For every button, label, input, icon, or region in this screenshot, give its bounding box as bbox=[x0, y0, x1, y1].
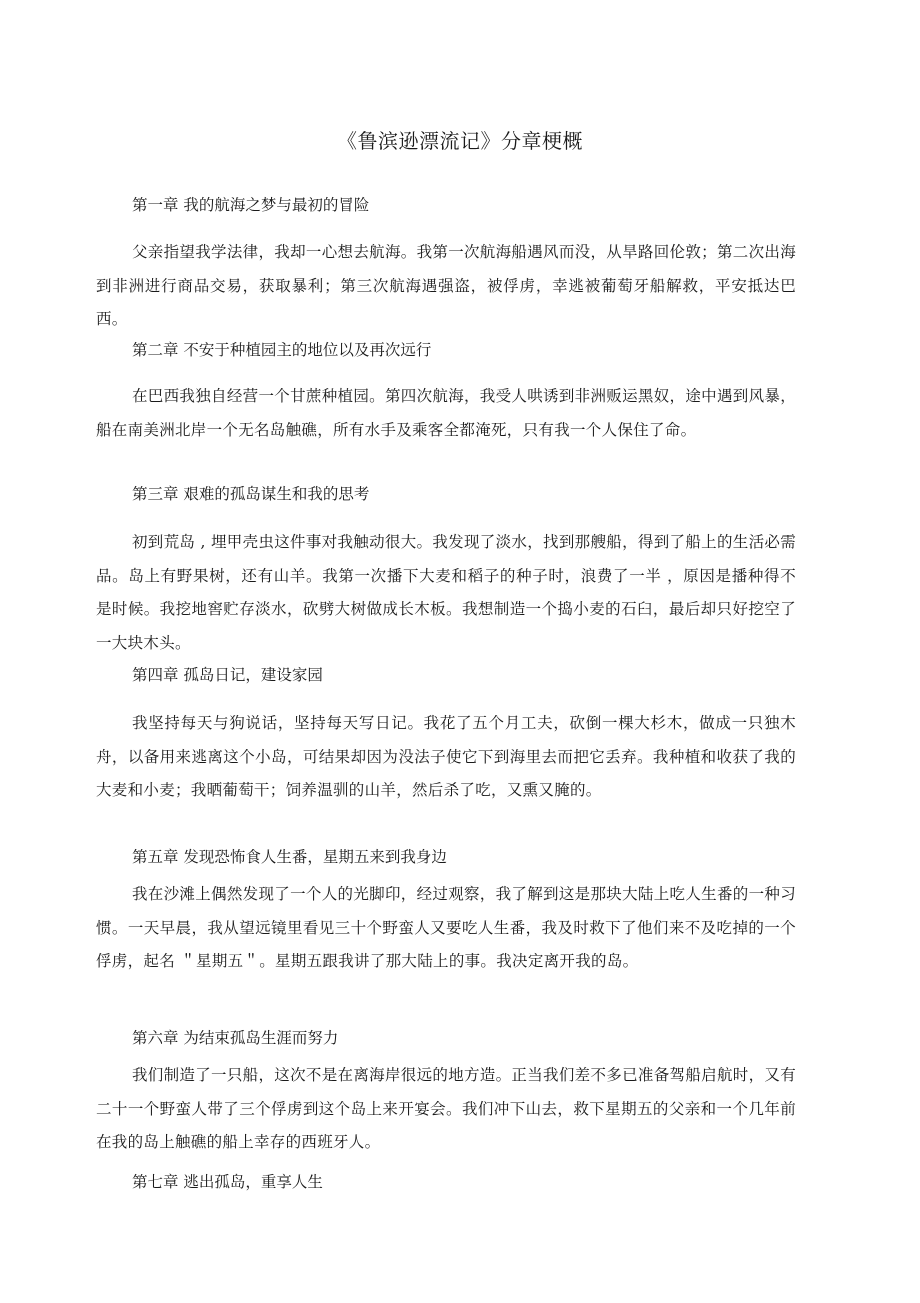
chapter-paragraph: 我们制造了一只船，这次不是在离海岸很远的地方造。正当我们差不多已准备驾船启航时，又有二十一个野蛮人带了三个俘虏到这个岛上来开宴会。我们冲下山去，救下星期五的父亲和一个几年前在我的岛上触礁的船上幸存的西班牙人。 bbox=[96, 1066, 796, 1151]
chapter-paragraph: 在巴西我独自经营一个甘蔗种植园。第四次航海，我受人哄诱到非洲贩运黑奴，途中遇到风暴， 船在南美洲北岸一个无名岛触礁，所有水手及乘客全都淹死，只有我一个人保住了命。 bbox=[96, 387, 796, 439]
chapter-paragraph: 我在沙滩上偶然发现了一个人的光脚印，经过观察，我了解到这是那块大陆上吃人生番的一种习惯。一天早晨，我从望远镜里看见三十个野蛮人又要吃人生番，我及时救下了他们来不及吃掉的一个俘虏，起名 ＂星期五＂。星期五跟我讲了那大陆上的事。我决定离开我的岛。 bbox=[96, 885, 796, 970]
chapter-2-body bbox=[96, 380, 796, 447]
chapter-2 bbox=[96, 338, 796, 362]
chapter-7 bbox=[96, 1170, 796, 1194]
chapter-5 bbox=[96, 845, 796, 869]
chapter-4-body bbox=[96, 707, 796, 808]
chapter-heading: 第一章 我的航海之梦与最初的冒险 bbox=[132, 196, 370, 214]
chapter-4 bbox=[96, 663, 796, 687]
chapter-heading: 第五章 发现恐怖食人生番，星期五来到我身边 bbox=[132, 848, 447, 866]
chapter-5-body bbox=[96, 878, 796, 979]
chapter-1 bbox=[96, 193, 796, 217]
chapter-heading: 第四章 孤岛日记，建设家园 bbox=[132, 666, 323, 684]
chapter-heading: 第三章 艰难的孤岛谋生和我的思考 bbox=[132, 485, 370, 503]
chapter-paragraph: 我坚持每天与狗说话，坚持每天写日记。我花了五个月工夫，砍倒一棵大杉木，做成一只独木舟，以备用来逃离这个小岛，可结果却因为没法子使它下到海里去而把它丢弃。我种植和收获了我的大麦和小麦；我晒葡萄干；饲养温驯的山羊，然后杀了吃，又熏又腌的。 bbox=[96, 714, 796, 799]
document-title: 《鲁滨逊漂流记》分章梗概 bbox=[337, 129, 583, 153]
chapter-1-body bbox=[96, 236, 796, 337]
chapter-heading: 第七章 逃出孤岛，重享人生 bbox=[132, 1173, 323, 1191]
chapter-paragraph: 父亲指望我学法律，我却一心想去航海。我第一次航海船遇风而没，从旱路回伦敦；第二次出海到非洲进行商品交易，获取暴利；第三次航海遇强盗，被俘虏，幸逃被葡萄牙船解救，平安抵达巴西。 bbox=[96, 243, 796, 328]
chapter-6-body bbox=[96, 1059, 796, 1160]
chapter-3-body bbox=[96, 526, 796, 660]
chapter-6 bbox=[96, 1026, 796, 1050]
chapter-paragraph: 初到荒岛 , 埋甲壳虫这件事对我触动很大。我发现了淡水，找到那艘船，得到了船上的生活必需品。岛上有野果树，还有山羊。我第一次播下大麦和稻子的种子时，浪费了一半 ，原因是播种得不是时候。我挖地窖贮存淡水，砍劈大树做成长木板。我想制造一个捣小麦的石臼，最后却只好挖空了一大块木头。 bbox=[96, 533, 796, 652]
chapter-3 bbox=[96, 482, 796, 506]
chapter-heading: 第二章 不安于种植园主的地位以及再次远行 bbox=[132, 341, 432, 359]
chapter-heading: 第六章 为结束孤岛生涯而努力 bbox=[132, 1029, 339, 1047]
